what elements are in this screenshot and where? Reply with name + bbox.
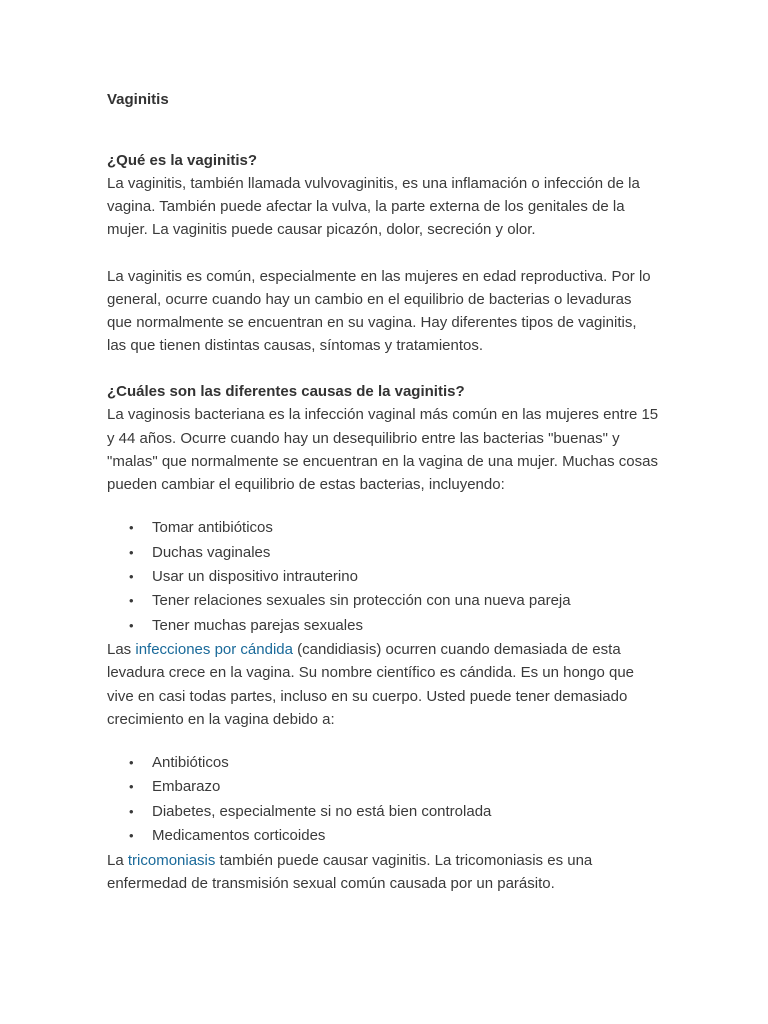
link-infecciones-por-candida[interactable]: infecciones por cándida bbox=[135, 641, 293, 659]
bullet-list-candida-causes bbox=[107, 751, 668, 849]
bullet-icon: • bbox=[129, 569, 134, 585]
text-line: pueden cambiar el equilibrio de estas bacterias, incluyendo: bbox=[107, 476, 505, 494]
bullet-icon: • bbox=[129, 617, 134, 633]
text-line: "malas" que normalmente se encuentran en la vagina de una mujer. Muchas cosas bbox=[107, 452, 658, 470]
paragraph-bacterial-vaginosis bbox=[107, 403, 668, 496]
text-line: La vaginitis, también llamada vulvovaginitis, es una inflamación o infección de la bbox=[107, 175, 640, 192]
text-line: La vaginosis bacteriana es la infección vaginal más común en las mujeres entre 15 bbox=[107, 406, 659, 424]
list-item: • Embarazo bbox=[107, 775, 668, 799]
list-item: • Diabetes, especialmente si no está bien controlada bbox=[107, 800, 668, 824]
text-line: La tricomoniasis también puede causar vaginitis. La tricomoniasis es una bbox=[107, 851, 593, 869]
paragraph-candida bbox=[107, 638, 668, 731]
paragraph-common bbox=[107, 265, 668, 358]
text-line: La vaginitis es común, especialmente en las mujeres en edad reproductiva. Por lo bbox=[107, 267, 651, 285]
list-item: • Medicamentos corticoides bbox=[107, 824, 668, 848]
section-heading-causes: ¿Cuáles son las diferentes causas de la vaginitis? bbox=[107, 383, 465, 401]
bullet-icon: • bbox=[129, 803, 134, 819]
section-heading-what-is: ¿Qué es la vaginitis? bbox=[107, 152, 258, 169]
text-line: Las infecciones por cándida (candidiasis) ocurren cuando demasiada de esta bbox=[107, 641, 621, 659]
text-line: que normalmente se encuentran en su vagina. Hay diferentes tipos de vaginitis, bbox=[107, 314, 637, 332]
text-line: mujer. La vaginitis puede causar picazón, dolor, secreción y olor. bbox=[107, 221, 536, 239]
bullet-icon: • bbox=[129, 755, 134, 771]
document-title: Vaginitis bbox=[107, 91, 169, 108]
text-line: general, ocurre cuando hay un cambio en el equilibrio de bacterias o levaduras bbox=[107, 290, 632, 308]
list-item: • Antibióticos bbox=[107, 751, 668, 775]
text-line: levadura crece en la vagina. Su nombre científico es cándida. Es un hongo que bbox=[107, 664, 635, 682]
paragraph-trichomoniasis bbox=[107, 849, 668, 895]
list-item: • Tomar antibióticos bbox=[107, 516, 668, 540]
bullet-icon: • bbox=[129, 520, 134, 536]
paragraph-definition bbox=[107, 172, 668, 242]
bullet-icon: • bbox=[129, 779, 134, 795]
text-line: vive en casi todas partes, incluso en su cuerpo. Usted puede tener demasiado bbox=[107, 687, 628, 705]
bullet-icon: • bbox=[129, 544, 134, 560]
bullet-icon: • bbox=[129, 828, 134, 844]
text-line: y 44 años. Ocurre cuando hay un desequilibrio entre las bacterias "buenas" y bbox=[107, 429, 620, 447]
list-item: • Usar un dispositivo intrauterino bbox=[107, 565, 668, 589]
list-item: • Tener relaciones sexuales sin protección con una nueva pareja bbox=[107, 589, 668, 613]
link-tricomoniasis[interactable]: tricomoniasis bbox=[127, 851, 216, 869]
bullet-list-bacterial-causes bbox=[107, 516, 668, 638]
list-item: • Duchas vaginales bbox=[107, 541, 668, 565]
text-line: vagina. También puede afectar la vulva, la parte externa de los genitales de la bbox=[107, 198, 625, 216]
bullet-icon: • bbox=[129, 593, 134, 609]
text-line: crecimiento en la vagina debido a: bbox=[107, 710, 335, 728]
text-line: enfermedad de transmisión sexual común causada por un parásito. bbox=[107, 874, 555, 892]
list-item: • Tener muchas parejas sexuales bbox=[107, 614, 668, 638]
text-line: las que tienen distintas causas, síntomas y tratamientos. bbox=[107, 337, 484, 355]
